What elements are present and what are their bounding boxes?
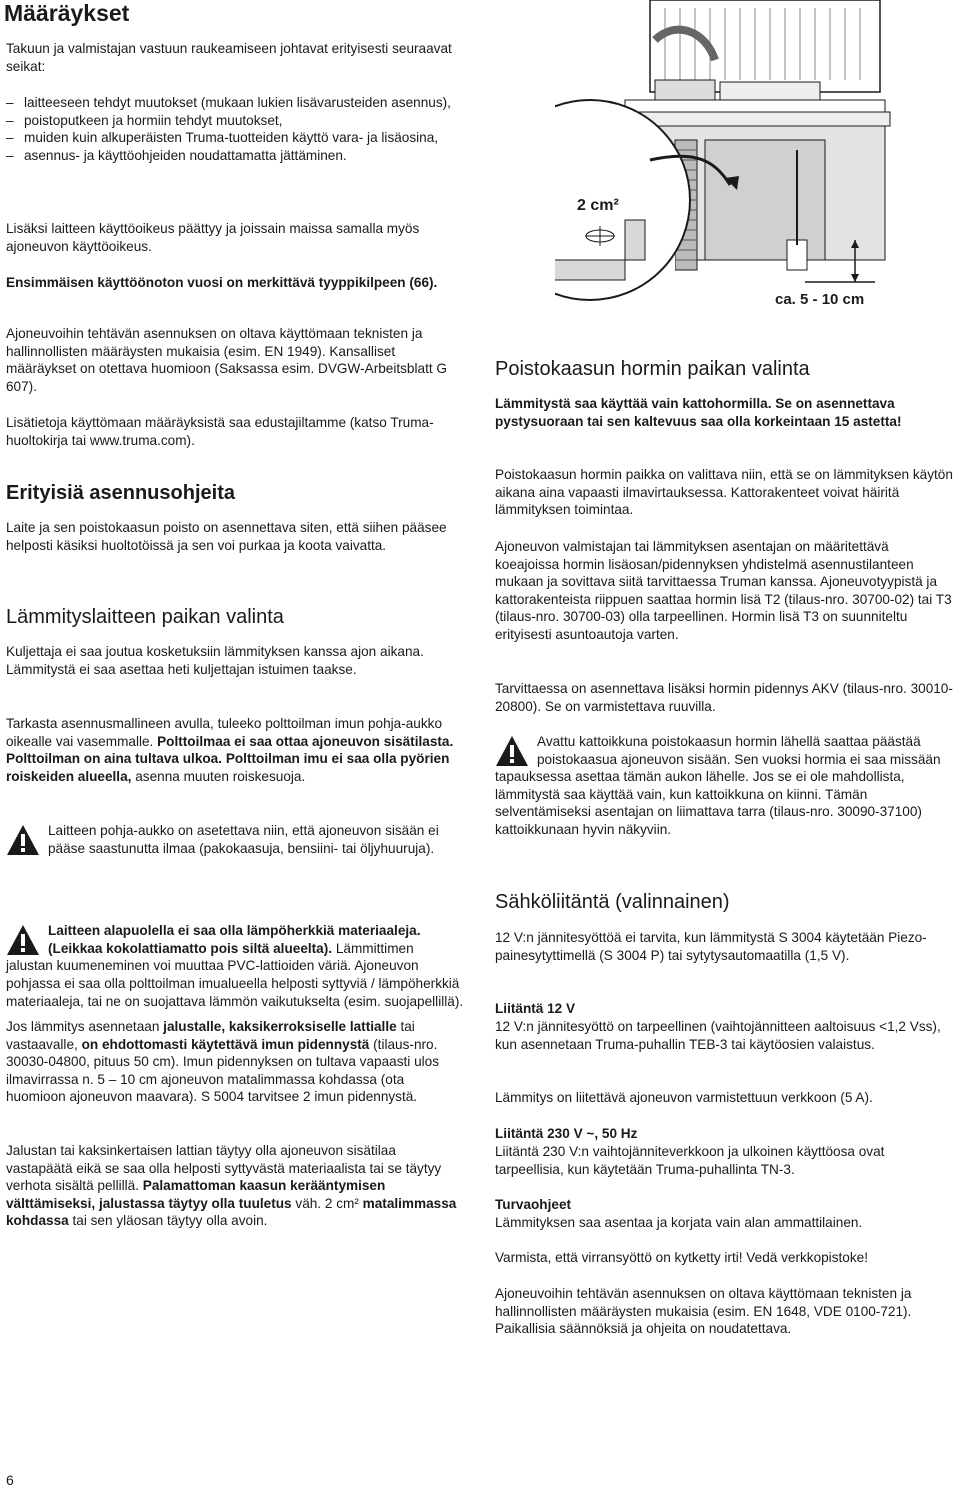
vent-bold-1: Palamattoman kaasun kerääntymisen välttämiseksi, jalustassa täytyy olla tuuletus (6, 1178, 386, 1211)
usage-paragraph: Lisäksi laitteen käyttöoikeus päättyy ja joissain maissa samalla myös ajoneuvon käyttöoikeus. (6, 221, 420, 254)
vent-bold-2: matalimmassa kohdassa (6, 1195, 457, 1229)
vent-text-1: Jalustan tai kaksinkertaisen lattian täytyy olla ajoneuvon sisätilaa vastapäätä eikä se saa olla helposti syttyvästä materiaalista tai se täytyy verhota sisältä pellillä. (6, 1143, 442, 1194)
page-title: Määräykset (4, 0, 130, 26)
distance-label: ca. 5 - 10 cm (775, 291, 865, 308)
stand-paragraph (6, 1018, 464, 1106)
location-heading: Lämmityslaitteen paikan valinta (6, 606, 284, 628)
list-item: – asennus- ja käyttöohjeiden noudattamatta jättäminen. (6, 147, 464, 165)
stand-text-2: tai vastaavalle, (6, 1019, 415, 1052)
list-item: – laitteeseen tehdyt muutokset (mukaan lukien lisävarusteiden asennus), (6, 94, 464, 112)
warning-text-3: Avattu kattoikkuna poistokaasun hormin lähellä saattaa päästää poistokaasua ajoneuvon sisään. Sen vuoksi hormia ei saa missään tapauksessa asettaa tämän aukon lähelle. Jos se ei ole mahdollista, lämmitystä saa käyttää vain, kun kattoikkuna on kiinni. Tämän selventämiseksi asentajan on liimattava tarra (tilaus-nro. 30090-37100) kattoikkunaan hyvin näkyviin. (495, 734, 941, 837)
special-paragraph: Laite ja sen poistokaasun poisto on asennettava siten, että siihen pääsee helposti käsiksi huoltotöissä ja sen voi purkaa ja koota vaivatta. (6, 520, 447, 553)
flue-paragraph-1: Poistokaasun hormin paikka on valittava niin, että se on lämmityksen käytön aikana aina vapaasti ilmavirtauksessa. Kattorakenteet voivat häiritä lämmityksen toimintaa. (495, 467, 953, 518)
regulations-paragraph: Ajoneuvoihin tehtävän asennuksen on oltava käyttömaan teknisten ja hallinnollisten määräysten mukaisia (esim. EN 1648, VDE 0100-721). Paikallisia säännöksiä ja ohjeita on noudatettava. (495, 1286, 912, 1337)
warning-bold-2: Laitteen alapuolella ei saa olla lämpöherkkiä materiaaleja. (Leikkaa kokolattiamatto pois siltä alueelta). (48, 923, 421, 956)
safety-paragraph: Lämmityksen saa asentaa ja korjata vain alan ammattilainen. (495, 1215, 863, 1230)
check-paragraph (6, 715, 464, 785)
location-paragraph: Kuljettaja ei saa joutua kosketuksiin lämmityksen kanssa ajon aikana. Lämmitystä ei saa asettaa heti kuljettajan istuimen taakse. (6, 644, 424, 677)
electric-heading: Sähköliitäntä (valinnainen) (495, 891, 730, 913)
vent-text-2: väh. 2 cm² (295, 1195, 359, 1211)
list-item: – muiden kuin alkuperäisten Truma-tuotteiden käyttö vara- ja lisäosina, (6, 129, 464, 147)
warning-text-2 (6, 922, 464, 1010)
page-number: 6 (6, 1472, 14, 1488)
vent-paragraph (6, 1142, 464, 1230)
flue-bold-paragraph: Lämmitystä saa käyttää vain kattohormilla. Se on asennettava pystysuoraan tai sen kaltevuus saa olla korkeintaan 15 astetta! (495, 396, 902, 429)
more-info-paragraph: Lisätietoja käyttömaan määräyksistä saa edustajiltamme (katso Truma-huoltokirja tai www.truma.com). (6, 415, 434, 448)
check-text-1: Tarkasta asennusmallineen avulla, tuleeko polttoilman imun pohja-aukko oikealle vai vasemmalle. (6, 716, 443, 749)
stand-bold-1: jalustalle, kaksikerroksiselle lattialle (163, 1019, 397, 1034)
heading-12v: Liitäntä 12 V (495, 1001, 576, 1016)
install-regulations-paragraph: Ajoneuvoihin tehtävän asennuksen on oltava käyttömaan teknisten ja hallinnollisten määräysten mukaisia (esim. EN 1949). Kansalliset määräykset on otettava huomioon (Saksassa esim. DVGW-Arbeitsblatt G 607). (6, 326, 447, 394)
warranty-list (6, 94, 464, 164)
flue-paragraph-2: Ajoneuvon valmistajan tai lämmityksen asentajan on määritettävä koeajoissa hormin lisäosan/pidennyksen yhdistelmä asennustilanteen mukaan ja sovittava siitä tarvittaessa Truman kanssa. Ajoneuvotyypistä ja kattorakenteista riippuen saattaa hormin lisä T2 (tilaus-nro. 30700-02) tai T3 (tilaus-nro. 30700-03) olla tarpeellinen. Hormin lisä T3 on suunniteltu erityisesti asuntoautoja varten. (495, 539, 952, 642)
electric-paragraph: 12 V:n jännitesyöttöä ei tarvita, kun lämmitystä S 3004 käytetään Piezo-painesytyttimellä (S 3004 P) tai sytytysautomaatilla (1,5 V). (495, 930, 927, 963)
left-column (6, 0, 464, 1229)
special-heading: Erityisiä asennusohjeita (6, 482, 235, 504)
safety-heading: Turvaohjeet (495, 1197, 572, 1212)
check-text-2: asenna muuten roiskesuoja. (135, 768, 306, 784)
stand-text-3: (tilaus-nro. 30030-04800, pituus 50 cm). Imun pidennyksen on tultava vapaasti ulos ilmavirrassa n. 5 – 10 cm ajoneuvon matalimmassa kohdassa (ota huomioon ajoneuvon maavara). S 5004 tarvitsee 2 imun pidennystä. (6, 1036, 440, 1105)
paragraph-12v: 12 V:n jännitesyöttö on tarpeellinen (vaihtojännitteen aaltoisuus <1,2 Vss), kun asennetaan Truma-puhallin TEB-3 tai käytöosien valaistus. (495, 1019, 941, 1052)
list-item: – poistoputkeen ja hormiin tehdyt muutokset, (6, 112, 464, 130)
warning-text-1: Laitteen pohja-aukko on asetettava niin, että ajoneuvon sisään ei pääse saastunutta ilmaa (pakokaasuja, bensiini- tai öljyhuuruja). (48, 823, 439, 856)
warning-block-2 (6, 922, 464, 1010)
paragraph-230v: Liitäntä 230 V:n vaihtojänniteverkkoon ja ulkoinen käyttöosa ovat tarpeellisia, kun käytetään Truma-puhallinta TN-3. (495, 1144, 885, 1177)
check-bold-2: Polttoilman on aina tultava ulkoa. (6, 751, 223, 767)
fuse-paragraph: Lämmitys on liitettävä ajoneuvon varmistettuun verkkoon (5 A). (495, 1090, 873, 1105)
first-year-paragraph: Ensimmäisen käyttöönoton vuosi on merkittävä tyyppikilpeen (66). (6, 275, 438, 290)
warning-icon (6, 824, 40, 856)
warning-block-1 (6, 822, 464, 857)
heading-230v: Liitäntä 230 V ~, 50 Hz (495, 1126, 638, 1141)
stand-text-1: Jos lämmitys asennetaan (6, 1019, 160, 1034)
intro-paragraph: Takuun ja valmistajan vastuun raukeamiseen johtavat erityisesti seuraavat seikat: (6, 41, 452, 74)
power-paragraph: Varmista, että virransyöttö on kytketty irti! Vedä verkkopistoke! (495, 1250, 868, 1265)
check-bold-3: Polttoilman imu ei saa olla pyörien roiskeiden alueella, (6, 751, 450, 784)
vent-text-3: tai sen yläosan täytyy olla avoin. (72, 1213, 268, 1229)
stand-bold-2: on ehdottomasti käytettävä imun pidennystä (81, 1036, 370, 1052)
check-bold-1: Polttoilmaa ei saa ottaa ajoneuvon sisätilasta. (157, 733, 454, 749)
warning-rest-2: Lämmittimen jalustan kuumeneminen voi muuttaa PVC-lattioiden väriä. Ajoneuvon pohjassa ei saa olla polttoilman imualueella helposti syttyviä / lämpöherkkiä materiaaleja, tai ne on suojattava lämmön vaikutukselta (esim. suojapellillä). (6, 940, 464, 1009)
area-label: 2 cm² (577, 197, 619, 214)
warning-icon (495, 735, 529, 767)
warning-block-3 (495, 733, 955, 839)
warning-icon (6, 924, 40, 956)
flue-heading: Poistokaasun hormin paikan valinta (495, 358, 810, 380)
flue-paragraph-3: Tarvittaessa on asennettava lisäksi hormin pidennys AKV (tilaus-nro. 30010-20800). Se on varmistettava ruuvilla. (495, 681, 953, 714)
